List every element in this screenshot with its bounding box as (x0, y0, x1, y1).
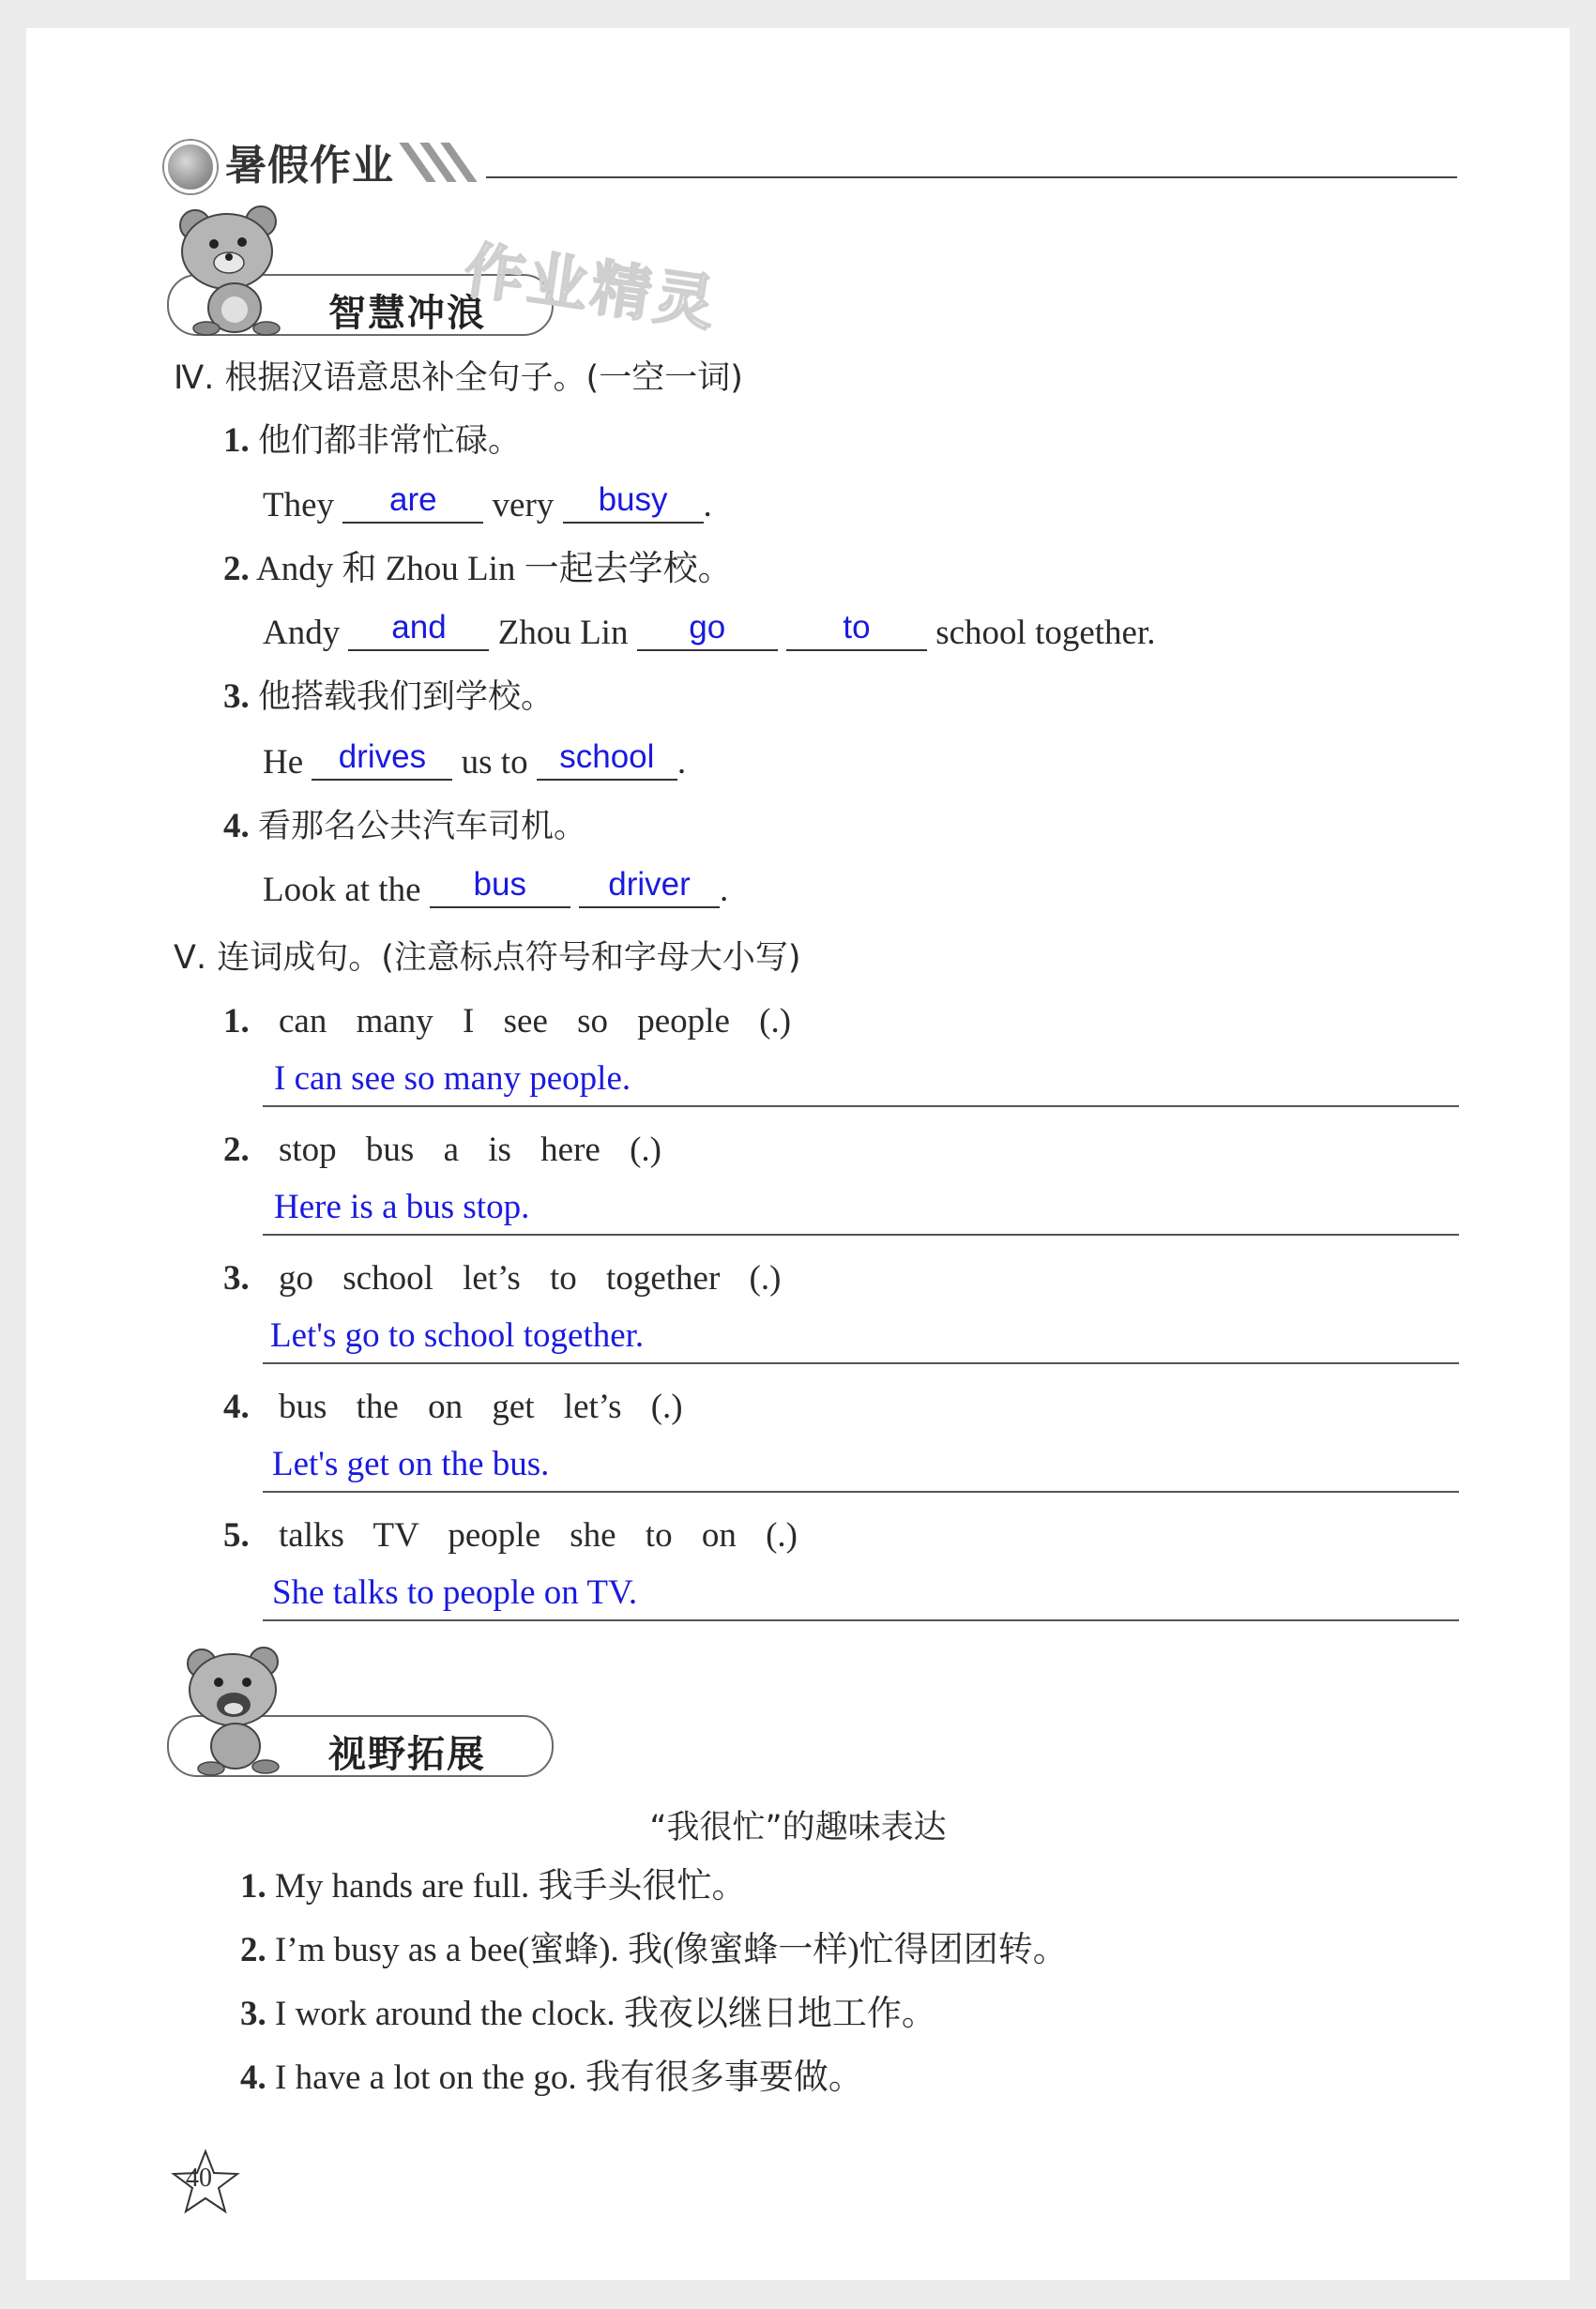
q4-3-sentence: He drives us to school . (263, 738, 687, 782)
answer-line (263, 1491, 1459, 1493)
expression-2: 2. I’m busy as a bee(蜜蜂). 我(像蜜蜂一样)忙得团团转。 (240, 1931, 1068, 1969)
part5-heading: Ⅴ. 连词成句。(注意标点符号和字母大小写) (174, 939, 801, 977)
answer-line (263, 1362, 1459, 1364)
q4-4-sentence: Look at the bus driver . (263, 866, 729, 909)
answer-blank: drives (312, 739, 452, 781)
q5-4-words: 4. bus the on get let’s (.) (223, 1388, 683, 1426)
answer-blank: school (537, 739, 677, 781)
section-title-shiye: 视野拓展 (328, 1733, 486, 1776)
part4-heading: Ⅳ. 根据汉语意思补全句子。(一空一词) (174, 359, 743, 397)
bear-mascot-icon (174, 1637, 305, 1778)
answer-line (263, 1234, 1459, 1236)
q4-4-cn: 4. 看那名公共汽车司机。 (223, 807, 587, 845)
answer-blank: busy (563, 482, 704, 524)
answer-blank: go (637, 610, 778, 651)
answer-blank: driver (579, 867, 720, 908)
q4-2-sentence: Andy and Zhou Lin go to school together. (263, 609, 1156, 652)
q5-5-words: 5. talks TV people she to on (.) (223, 1516, 798, 1555)
header-rule (486, 176, 1457, 178)
expression-3: 3. I work around the clock. 我夜以继日地工作。 (240, 1995, 936, 2033)
q5-1-words: 1. can many I see so people (.) (223, 1002, 792, 1041)
q5-3-words: 3. go school let’s to together (.) (223, 1259, 782, 1298)
answer-line (263, 1619, 1459, 1621)
q5-5-answer: She talks to people on TV. (272, 1573, 638, 1612)
q5-4-answer: Let's get on the bus. (272, 1445, 550, 1483)
page-number: 40 (186, 2164, 212, 2193)
q5-1-answer: I can see so many people. (274, 1059, 631, 1098)
q5-3-answer: Let's go to school together. (270, 1316, 645, 1355)
q4-1-cn: 1. 他们都非常忙碌。 (223, 421, 522, 460)
expression-1: 1. My hands are full. 我手头很忙。 (240, 1867, 747, 1906)
answer-blank: to (786, 610, 927, 651)
answer-blank: bus (430, 867, 570, 908)
section2-subtitle: “我很忙”的趣味表达 (649, 1809, 947, 1846)
header-title: 暑假作业 (225, 142, 394, 190)
q4-2-cn: 2. Andy 和 Zhou Lin 一起去学校。 (223, 550, 733, 588)
header-circle-icon (164, 141, 217, 193)
expression-4: 4. I have a lot on the go. 我有很多事要做。 (240, 2058, 863, 2097)
answer-blank: and (348, 610, 489, 651)
section-title-zhihui: 智慧冲浪 (328, 292, 486, 335)
answer-line (263, 1105, 1459, 1107)
q5-2-words: 2. stop bus a is here (.) (223, 1131, 661, 1169)
q5-2-answer: Here is a bus stop. (274, 1188, 530, 1226)
watermark: 作业精灵 (460, 235, 722, 341)
answer-blank: are (342, 482, 483, 524)
q4-1-sentence: They are very busy . (263, 481, 712, 524)
q4-3-cn: 3. 他搭载我们到学校。 (223, 677, 555, 716)
bear-mascot-icon (169, 197, 310, 338)
